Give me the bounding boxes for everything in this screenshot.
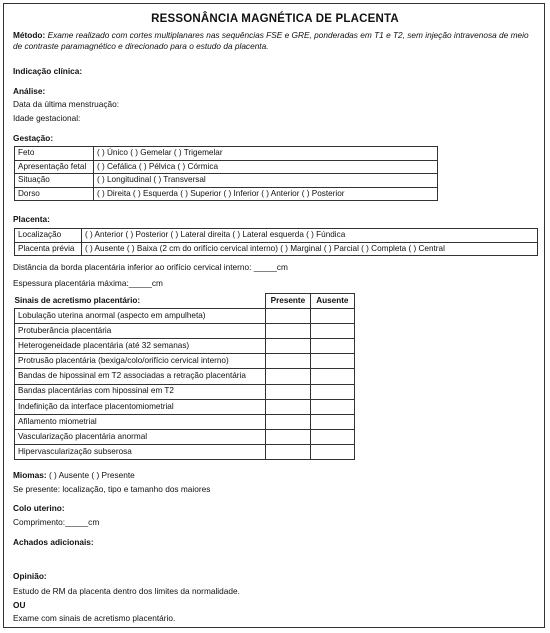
absent-cell[interactable] [310, 339, 354, 354]
placenta-label: Placenta: [13, 214, 50, 224]
gestation-row-label: Situação [15, 174, 94, 188]
absent-cell[interactable] [310, 414, 354, 429]
placenta-distance-field[interactable]: Distância da borda placentária inferior ao orifício cervical interno: _____cm [13, 262, 288, 272]
present-cell[interactable] [266, 309, 311, 324]
accreta-item: Bandas de hipossinal em T2 associadas a retração placentária [15, 369, 266, 384]
table-row [15, 242, 538, 256]
opinion-or: OU [13, 600, 26, 610]
accreta-item: Hipervascularização subserosa [15, 444, 266, 459]
cervix-length-field[interactable]: Comprimento:_____cm [13, 517, 100, 527]
opinion-normal: Estudo de RM da placenta dentro dos limites da normalidade. [13, 586, 240, 596]
opinion-accreta: Exame com sinais de acretismo placentário. [13, 613, 176, 623]
method-text: Exame realizado com cortes multiplanares nas sequências FSE e GRE, ponderadas em T1 e T2, sem injeção intravenosa de meio de contraste paramagnético e direcionado para o estudo da placenta. [13, 30, 529, 52]
table-row [15, 354, 355, 369]
present-cell[interactable] [266, 339, 311, 354]
present-cell[interactable] [266, 444, 311, 459]
gestation-label: Gestação: [13, 133, 54, 143]
gestation-table [14, 146, 438, 201]
absent-cell[interactable] [310, 444, 354, 459]
absent-cell[interactable] [310, 369, 354, 384]
present-cell[interactable] [266, 399, 311, 414]
accreta-item: Indefinição da interface placentomiometrial [15, 399, 266, 414]
table-row [15, 339, 355, 354]
table-row [15, 429, 355, 444]
placenta-row-options[interactable]: ( ) Ausente ( ) Baixa (2 cm do orifício cervical interno) ( ) Marginal ( ) Parcial ( ) Completa ( ) Central [82, 242, 538, 256]
report-title: RESSONÂNCIA MAGNÉTICA DE PLACENTA [151, 13, 399, 25]
table-row [15, 384, 355, 399]
gestation-row-options[interactable]: ( ) Direita ( ) Esquerda ( ) Superior ( ) Inferior ( ) Anterior ( ) Posterior [94, 187, 438, 201]
gestation-row-options[interactable]: ( ) Cefálica ( ) Pélvica ( ) Córmica [94, 160, 438, 174]
table-row [15, 444, 355, 459]
table-row [15, 399, 355, 414]
table-row [15, 187, 438, 201]
accreta-table [14, 293, 355, 460]
method-label: Método: [13, 30, 46, 40]
gestation-row-label: Dorso [15, 187, 94, 201]
placenta-row-label: Localização [15, 229, 82, 243]
opinion-label: Opinião: [13, 571, 47, 581]
method-paragraph [13, 30, 538, 52]
table-row [15, 369, 355, 384]
cervix-label: Colo uterino: [13, 503, 65, 513]
table-row [15, 294, 355, 309]
accreta-item: Vascularização placentária anormal [15, 429, 266, 444]
accreta-label: Sinais de acretismo placentário: [14, 295, 141, 305]
present-cell[interactable] [266, 324, 311, 339]
accreta-item: Protrusão placentária (bexiga/colo/orifício cervical interno) [15, 354, 266, 369]
gestation-row-label: Apresentação fetal [15, 160, 94, 174]
present-column-header: Presente [266, 294, 311, 309]
gestation-row-options[interactable]: ( ) Longitudinal ( ) Transversal [94, 174, 438, 188]
accreta-item: Lobulação uterina anormal (aspecto em ampulheta) [15, 309, 266, 324]
table-row [15, 147, 438, 161]
present-cell[interactable] [266, 354, 311, 369]
table-row [15, 324, 355, 339]
table-row [15, 229, 538, 243]
absent-cell[interactable] [310, 429, 354, 444]
table-row [15, 174, 438, 188]
placenta-thickness-field[interactable]: Espessura placentária máxima:_____cm [13, 278, 163, 288]
accreta-item: Heterogeneidade placentária (até 32 semanas) [15, 339, 266, 354]
myomas-options[interactable]: ( ) Ausente ( ) Presente [48, 470, 135, 480]
present-cell[interactable] [266, 384, 311, 399]
present-cell[interactable] [266, 414, 311, 429]
absent-cell[interactable] [310, 384, 354, 399]
additional-findings-label: Achados adicionais: [13, 537, 94, 547]
lmp-label: Data da última menstruação: [13, 99, 120, 109]
accreta-item: Afilamento miometrial [15, 414, 266, 429]
gestation-row-options[interactable]: ( ) Único ( ) Gemelar ( ) Trigemelar [94, 147, 438, 161]
myomas-label: Miomas: [13, 470, 47, 480]
absent-cell[interactable] [310, 399, 354, 414]
table-row [15, 160, 438, 174]
table-row [15, 414, 355, 429]
placenta-row-options[interactable]: ( ) Anterior ( ) Posterior ( ) Lateral direita ( ) Lateral esquerda ( ) Fúndica [82, 229, 538, 243]
gestation-row-label: Feto [15, 147, 94, 161]
indication-label: Indicação clínica: [13, 66, 83, 76]
accreta-item: Bandas placentárias com hipossinal em T2 [15, 384, 266, 399]
accreta-item: Protuberância placentária [15, 324, 266, 339]
analysis-label: Análise: [13, 86, 46, 96]
absent-column-header: Ausente [310, 294, 354, 309]
myomas-detail: Se presente: localização, tipo e tamanho dos maiores [13, 484, 211, 494]
present-cell[interactable] [266, 369, 311, 384]
absent-cell[interactable] [310, 354, 354, 369]
absent-cell[interactable] [310, 309, 354, 324]
table-row [15, 309, 355, 324]
present-cell[interactable] [266, 429, 311, 444]
placenta-row-label: Placenta prévia [15, 242, 82, 256]
absent-cell[interactable] [310, 324, 354, 339]
placenta-table [14, 228, 538, 256]
myomas-row [13, 470, 135, 480]
gestational-age-label: Idade gestacional: [13, 113, 81, 123]
